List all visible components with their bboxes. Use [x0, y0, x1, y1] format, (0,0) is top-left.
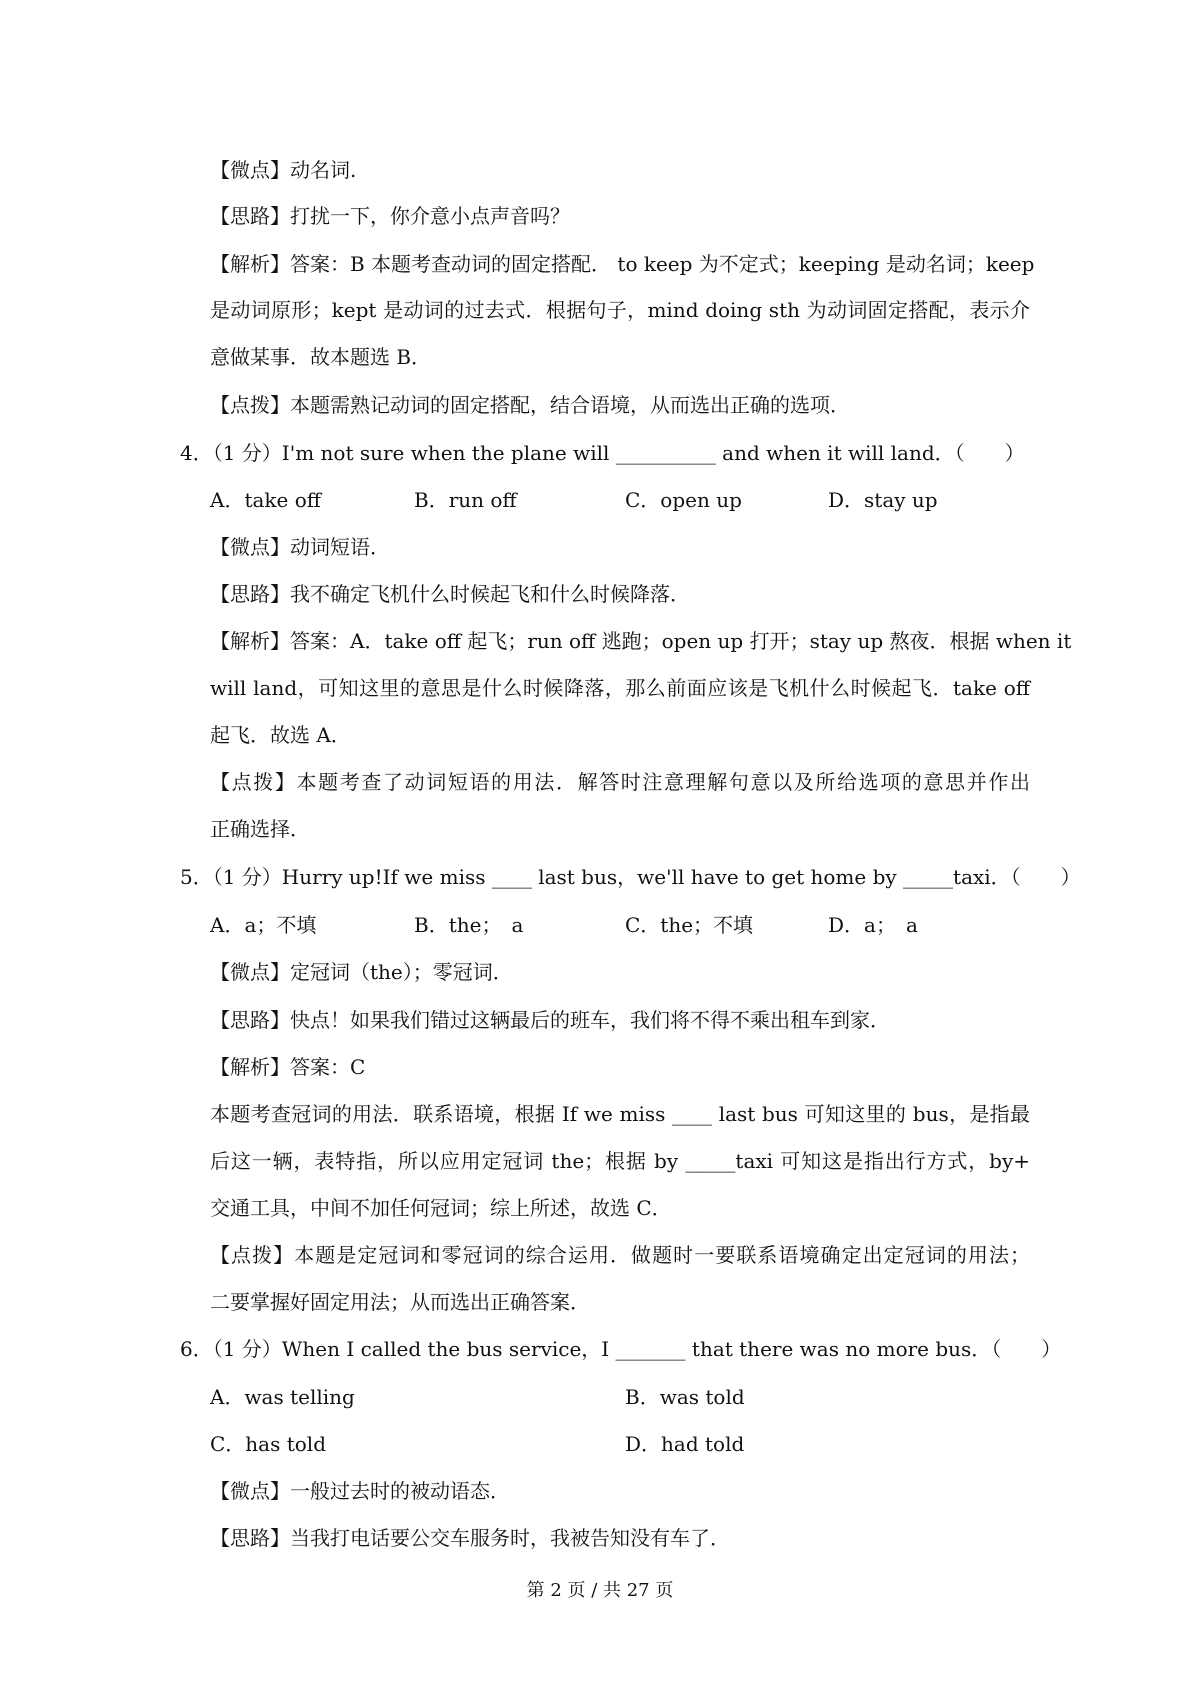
q4-option-c: C．open up: [625, 488, 742, 512]
q5-body-line-2: 后这一辆，表特指，所以应用定冠词 the；根据 by _____taxi 可知这是指出行方式，by+: [210, 1149, 1030, 1173]
page-footer: 第 2 页 / 共 27 页: [526, 1580, 674, 1601]
q6-option-c: C．has told: [210, 1432, 327, 1456]
q4-jiexi-line-2: will land，可知这里的意思是什么时候降落，那么前面应该是飞机什么时候起飞．take off: [210, 676, 1030, 700]
q5-dianbo-line-2: 二要掌握好固定用法；从而选出正确答案．: [210, 1290, 590, 1314]
q5-option-a: A．a；不填: [210, 913, 317, 937]
q5-body-line-1: 本题考查冠词的用法．联系语境，根据 If we miss ____ last bus 可知这里的 bus，是指最: [210, 1102, 1030, 1126]
q3-jiexi-line-2: 是动词原形；kept 是动词的过去式．根据句子，mind doing sth 为动词固定搭配，表示介: [210, 298, 1030, 322]
q6-weidian: 【微点】一般过去时的被动语态．: [210, 1479, 510, 1503]
q5-option-d: D．a； a: [828, 913, 918, 937]
q5-stem: 5．（1 分）Hurry up!If we miss ____ last bus，we'll have to get home by _____taxi．（ ）: [180, 865, 1081, 889]
q4-jiexi-line-1: 【解析】答案：A．take off 起飞；run off 逃跑；open up 打开；stay up 熬夜．根据 when it: [210, 629, 1072, 653]
q5-option-c: C．the；不填: [625, 913, 754, 937]
q4-stem: 4．（1 分）I'm not sure when the plane will __________ and when it will land．（ ）: [180, 441, 1025, 465]
q5-jiexi: 【解析】答案：C: [210, 1055, 366, 1079]
q3-dianbo: 【点拨】本题需熟记动词的固定搭配，结合语境，从而选出正确的选项．: [210, 393, 850, 417]
q5-option-b: B．the； a: [414, 913, 524, 937]
q4-weidian: 【微点】动词短语．: [210, 535, 390, 559]
q6-silu: 【思路】当我打电话要公交车服务时，我被告知没有车了．: [210, 1526, 730, 1550]
q6-stem: 6．（1 分）When I called the bus service，I _______ that there was no more bus．（ ）: [180, 1337, 1062, 1361]
q4-silu: 【思路】我不确定飞机什么时候起飞和什么时候降落．: [210, 582, 690, 606]
q5-silu: 【思路】快点！如果我们错过这辆最后的班车，我们将不得不乘出租车到家．: [210, 1008, 890, 1032]
q4-dianbo-line-2: 正确选择．: [210, 817, 310, 841]
q4-option-a: A．take off: [210, 488, 321, 512]
q4-option-d: D．stay up: [828, 488, 938, 512]
q4-option-b: B．run off: [414, 488, 517, 512]
q6-option-d: D．had told: [625, 1432, 745, 1456]
q3-jiexi-line-3: 意做某事．故本题选 B．: [210, 345, 432, 369]
q6-option-a: A．was telling: [210, 1385, 355, 1409]
q4-dianbo-line-1: 【点拨】本题考查了动词短语的用法．解答时注意理解句意以及所给选项的意思并作出: [210, 770, 1030, 794]
q5-weidian: 【微点】定冠词（the）；零冠词．: [210, 960, 513, 984]
q3-weidian: 【微点】动名词.: [210, 158, 357, 182]
q5-body-line-3: 交通工具，中间不加任何冠词；综上所述，故选 C．: [210, 1196, 672, 1220]
q3-silu: 【思路】打扰一下，你介意小点声音吗？: [210, 204, 570, 228]
q3-jiexi-line-1: 【解析】答案：B 本题考查动词的固定搭配． to keep 为不定式；keeping 是动名词；keep: [210, 252, 1035, 276]
q5-dianbo-line-1: 【点拨】本题是定冠词和零冠词的综合运用．做题时一要联系语境确定出定冠词的用法；: [210, 1243, 1030, 1267]
q4-jiexi-line-3: 起飞．故选 A．: [210, 723, 351, 747]
q6-option-b: B．was told: [625, 1385, 745, 1409]
